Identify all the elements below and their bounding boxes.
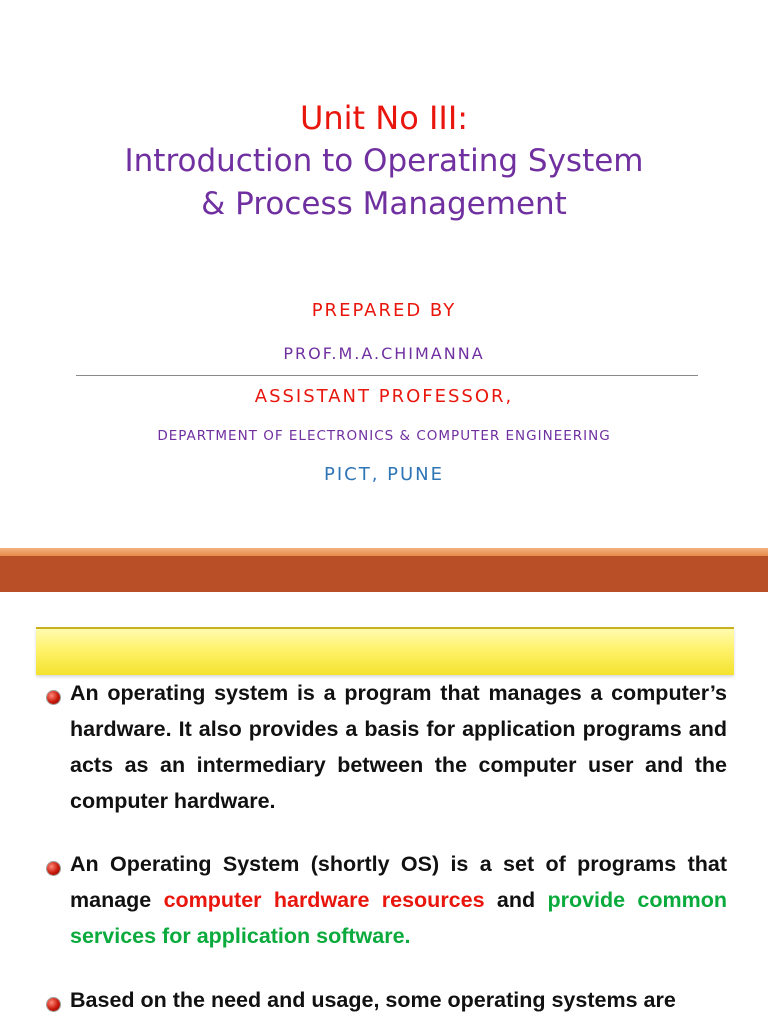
bullet-item-2 <box>70 846 727 954</box>
highlight-common-services: provide common services for application software. <box>70 888 728 948</box>
institute-name: PICT, PUNE <box>323 464 445 485</box>
slide-title-line-1: Introduction to Operating System <box>124 143 644 179</box>
prepared-by-label: PREPARED BY <box>311 300 457 321</box>
bullet-item-1: An operating system is a program that manages a computer’s hardware. It also provides a basis for application programs and acts as an intermediary between the computer user and the computer hardware. <box>70 681 727 813</box>
bullet-icon <box>47 998 60 1011</box>
unit-title: Unit No III: <box>299 99 469 137</box>
slide-title-line-2: & Process Management <box>201 186 567 222</box>
highlight-hardware-resources: computer hardware resources <box>163 888 485 912</box>
content-slide <box>0 592 768 1024</box>
bullet-item-3: Based on the need and usage, some operating systems are <box>70 988 676 1012</box>
author-name: PROF.M.A.CHIMANNA <box>283 344 485 363</box>
divider-line <box>76 375 698 376</box>
title-banner <box>36 627 734 675</box>
bullet-2-text-a: An Operating System (shortly OS) is a set of programs that manage <box>70 852 727 912</box>
department-name: DEPARTMENT OF ELECTRONICS & COMPUTER ENGINEERING <box>157 428 611 444</box>
bullet-icon <box>47 862 60 875</box>
author-designation: ASSISTANT PROFESSOR, <box>254 386 514 407</box>
bullet-icon <box>47 691 60 704</box>
bullet-2-text-b: and <box>484 888 548 912</box>
slide-separator-highlight <box>0 548 768 556</box>
slide-separator-bar <box>0 556 768 592</box>
